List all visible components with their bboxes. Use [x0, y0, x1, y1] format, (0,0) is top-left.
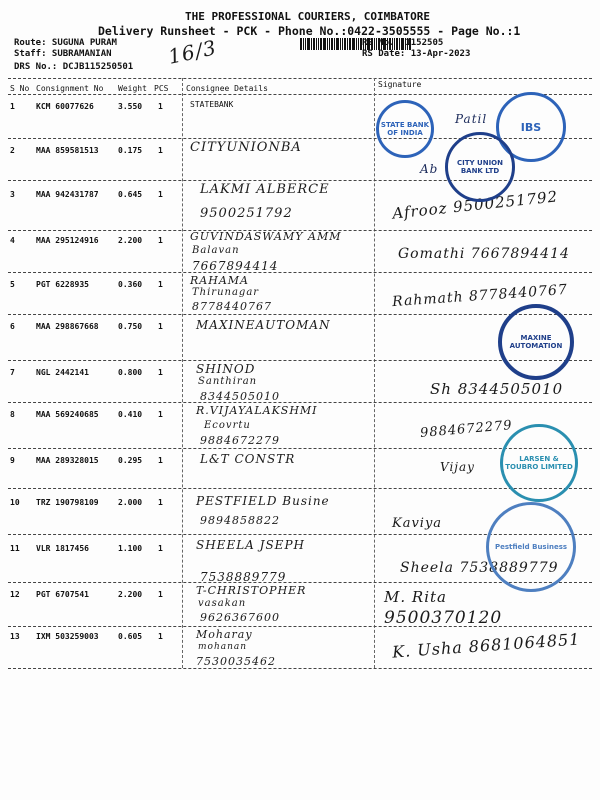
- barcode-bar: [313, 38, 315, 50]
- row-consignee: 7530035462: [196, 655, 276, 668]
- drs-number: DRS No.: DCJB115250501: [14, 62, 134, 72]
- row-consignee: CITYUNIONBA: [190, 140, 302, 155]
- row-pcs: 1: [158, 544, 163, 553]
- barcode-bar: [329, 38, 330, 50]
- col-consignee: Consignee Details: [186, 84, 268, 93]
- row-weight: 0.175: [118, 146, 143, 155]
- row-signature: 9884672279: [419, 417, 514, 442]
- row-consignment: NGL 2442141: [36, 368, 89, 377]
- row-sno: 6: [10, 322, 15, 331]
- barcode-bar: [327, 38, 328, 50]
- row-pcs: 1: [158, 190, 163, 199]
- col-weight: Weight: [118, 84, 147, 93]
- row-pcs: 1: [158, 280, 163, 289]
- row-consignee: T-CHRISTOPHER: [196, 584, 307, 597]
- barcode-bar: [305, 38, 306, 50]
- column-divider: [182, 78, 183, 668]
- row-consignment: MAA 298867668: [36, 322, 99, 331]
- row-pcs: 1: [158, 368, 163, 377]
- runsheet-title: Delivery Runsheet - PCK - Phone No.:0422-3505555 - Page No.:1: [98, 24, 521, 38]
- header-rule-top: [8, 78, 592, 79]
- row-sno: 4: [10, 236, 15, 245]
- barcode-bar: [323, 38, 326, 50]
- company-stamp: [445, 132, 515, 202]
- barcode-bar: [331, 38, 333, 50]
- row-pcs: 1: [158, 590, 163, 599]
- row-consignee: STATEBANK: [190, 100, 234, 109]
- handwritten-note: 16/3: [166, 35, 219, 69]
- row-consignee: R.VIJAYALAKSHMI: [196, 404, 318, 417]
- route-label: Route: SUGUNA PURAM: [14, 38, 117, 48]
- col-sno: S No: [10, 84, 30, 93]
- row-consignee: SHEELA JSEPH: [196, 538, 305, 552]
- row-consignment: IXM 503259003: [36, 632, 99, 641]
- row-pcs: 1: [158, 410, 163, 419]
- row-signature: Gomathi 7667894414: [398, 246, 570, 262]
- barcode-bar: [316, 38, 317, 50]
- row-consignee: 9884672279: [200, 434, 280, 447]
- row-signature: 9500370120: [384, 608, 503, 628]
- barcode-bar: [320, 38, 322, 50]
- col-signature: Signature: [378, 80, 422, 89]
- row-signature: Afrooz 9500251792: [391, 187, 559, 223]
- stamp-text: STATE BANK OF INDIA: [380, 121, 430, 137]
- stamp-text: LARSEN & TOUBRO LIMITED: [505, 455, 573, 471]
- row-sno: 3: [10, 190, 15, 199]
- row-consignee: SHINOD: [196, 362, 256, 376]
- header-rule-bottom: [8, 94, 592, 95]
- rs-date: RS Date: 13-Apr-2023: [362, 49, 471, 59]
- row-sno: 1: [10, 102, 15, 111]
- row-sno: 9: [10, 456, 15, 465]
- row-weight: 3.550: [118, 102, 143, 111]
- row-weight: 0.295: [118, 456, 143, 465]
- row-consignment: PGT 6707541: [36, 590, 89, 599]
- row-divider: [8, 314, 592, 315]
- barcode-bar: [340, 38, 341, 50]
- column-divider: [374, 78, 375, 668]
- row-consignee: 7538889779: [200, 570, 287, 584]
- row-divider: [8, 626, 592, 627]
- stamp-text: CITY UNION BANK LTD: [457, 159, 503, 175]
- row-consignee: 8344505010: [200, 390, 280, 403]
- rs-number: RS No.: 1152505: [362, 38, 444, 48]
- row-pcs: 1: [158, 456, 163, 465]
- barcode-bar: [358, 38, 359, 50]
- row-signature: Rahmath 8778440767: [391, 281, 569, 311]
- row-divider: [8, 488, 592, 489]
- row-signature: Patil: [455, 112, 488, 126]
- company-stamp: [498, 304, 574, 380]
- row-consignee: 8778440767: [192, 300, 272, 313]
- row-divider: [8, 272, 592, 273]
- row-pcs: 1: [158, 632, 163, 641]
- row-sno: 10: [10, 498, 20, 507]
- row-consignment: MAA 569240685: [36, 410, 99, 419]
- row-weight: 2.000: [118, 498, 143, 507]
- row-consignee: Santhiran: [198, 376, 258, 387]
- barcode-bar: [318, 38, 319, 50]
- row-consignment: PGT 6228935: [36, 280, 89, 289]
- row-consignment: VLR 1817456: [36, 544, 89, 553]
- row-consignee: MAXINEAUTOMAN: [196, 318, 331, 332]
- company-title: THE PROFESSIONAL COURIERS, COIMBATORE: [185, 10, 431, 23]
- row-consignee: 9626367600: [200, 611, 280, 624]
- row-consignee: 7667894414: [192, 259, 279, 273]
- stamp-text: Pestfield Business: [494, 543, 568, 551]
- row-signature: Sheela 7538889779: [400, 560, 559, 576]
- barcode-bar: [303, 38, 304, 50]
- row-consignment: MAA 942431787: [36, 190, 99, 199]
- barcode-bar: [311, 38, 312, 50]
- row-signature: Vijay: [440, 460, 475, 474]
- barcode-bar: [336, 38, 339, 50]
- row-consignee: LAKMI ALBERCE: [200, 182, 330, 197]
- row-weight: 0.605: [118, 632, 143, 641]
- row-pcs: 1: [158, 322, 163, 331]
- row-consignee: RAHAMA: [190, 274, 249, 287]
- barcode-bar: [334, 38, 335, 50]
- barcode-bar: [344, 38, 346, 50]
- barcode-bar: [342, 38, 343, 50]
- company-stamp: [500, 424, 578, 502]
- row-consignee: GUVINDASWAMY AMM: [190, 230, 342, 243]
- barcode-bar: [352, 38, 355, 50]
- row-pcs: 1: [158, 236, 163, 245]
- row-consignee: 9500251792: [200, 206, 293, 221]
- row-sno: 8: [10, 410, 15, 419]
- row-sno: 13: [10, 632, 20, 641]
- row-consignee: L&T CONSTR: [200, 452, 296, 466]
- row-consignment: TRZ 190798109: [36, 498, 99, 507]
- row-consignee: mohanan: [198, 642, 248, 652]
- row-weight: 2.200: [118, 236, 143, 245]
- row-pcs: 1: [158, 102, 163, 111]
- row-weight: 0.360: [118, 280, 143, 289]
- row-weight: 2.200: [118, 590, 143, 599]
- row-consignee: Moharay: [196, 628, 253, 641]
- barcode-bar: [300, 38, 302, 50]
- company-stamp: [486, 502, 576, 592]
- row-consignee: vasakan: [198, 598, 247, 609]
- row-sno: 12: [10, 590, 20, 599]
- row-pcs: 1: [158, 146, 163, 155]
- row-consignment: MAA 289328015: [36, 456, 99, 465]
- row-signature: Ab: [420, 162, 439, 176]
- stamp-text: IBS: [520, 120, 542, 134]
- row-consignee: Ecovrtu: [204, 420, 251, 431]
- staff-label: Staff: SUBRAMANIAN: [14, 49, 112, 59]
- row-weight: 1.100: [118, 544, 143, 553]
- row-weight: 0.750: [118, 322, 143, 331]
- stamp-text: MAXINE AUTOMATION: [509, 334, 563, 350]
- row-weight: 0.800: [118, 368, 143, 377]
- barcode-bar: [349, 38, 351, 50]
- row-sno: 2: [10, 146, 15, 155]
- row-consignee: Thirunagar: [192, 287, 260, 298]
- row-sno: 7: [10, 368, 15, 377]
- row-consignee: Balavan: [192, 245, 240, 256]
- row-weight: 0.645: [118, 190, 143, 199]
- barcode-bar: [307, 38, 310, 50]
- col-consignment: Consignment No: [36, 84, 104, 93]
- row-consignment: KCM 60077626: [36, 102, 94, 111]
- row-divider: [8, 668, 592, 669]
- bank-stamp: [376, 100, 434, 158]
- row-consignment: MAA 859581513: [36, 146, 99, 155]
- row-signature: Sh 8344505010: [430, 380, 564, 398]
- row-signature: K. Usha 8681064851: [391, 629, 581, 662]
- row-divider: [8, 402, 592, 403]
- row-sno: 11: [10, 544, 20, 553]
- row-pcs: 1: [158, 498, 163, 507]
- row-consignee: PESTFIELD Busine: [196, 494, 330, 508]
- row-signature: M. Rita: [384, 588, 447, 606]
- row-sno: 5: [10, 280, 15, 289]
- row-consignee: 9894858822: [200, 514, 280, 527]
- row-signature: Kaviya: [392, 516, 443, 531]
- row-weight: 0.410: [118, 410, 143, 419]
- barcode-bar: [347, 38, 348, 50]
- col-pcs: PCS: [154, 84, 169, 93]
- row-consignment: MAA 295124916: [36, 236, 99, 245]
- barcode-bar: [356, 38, 357, 50]
